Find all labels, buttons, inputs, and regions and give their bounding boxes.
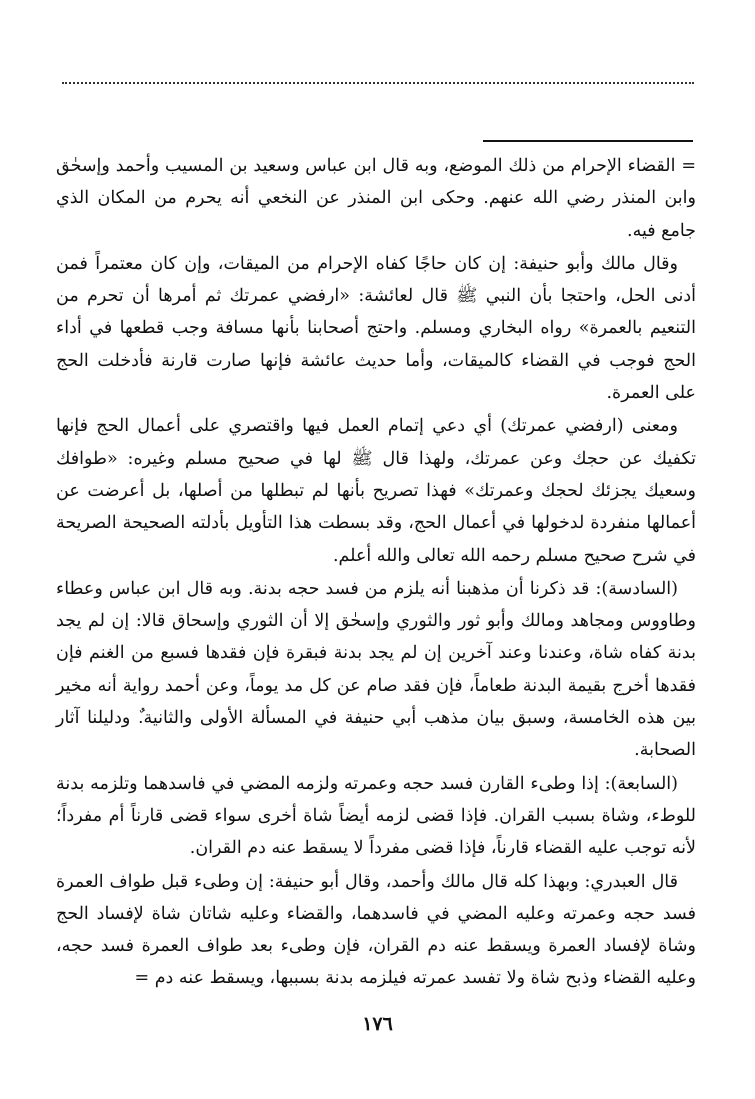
paragraph: ومعنى (ارفضي عمرتك) أي دعي إتمام العمل فيها واقتصري على أعمال الحج فإنها تكفيك عن حجك وعن عمرتك، ولهذا قال ﷺ لها في صحيح مسلم وغيره: «طوافك وسعيك يجزئك لحجك وعمرتك» فهذا تصريح بأنها لم تبطلها من أصلها، بل أعرضت عن أعمالها منفردة لدخولها في أعمال الحج، وقد بسطت هذا التأويل بأدلته الصحيحة الصريحة في شرح صحيح مسلم رحمه الله تعالى والله أعلم. <box>56 416 696 566</box>
paragraph: وقال مالك وأبو حنيفة: إن كان حاجًا كفاه الإحرام من الميقات، وإن كان معتمراً فمن أدنى الحل، واحتجا بأن النبي ﷺ قال لعائشة: «ارفضي عمرتك ثم أمرها أن تحرم من التنعيم بالعمرة» رواه البخاري ومسلم. واحتج أصحابنا بأنها مسافة وجب قطعها في أداء الحج فوجب في القضاء كالميقات، وأما حديث عائشة فإنها صارت قارنة فأدخلت الحج على العمرة. <box>56 253 696 404</box>
paragraph: = القضاء الإحرام من ذلك الموضع، وبه قال ابن عباس وسعيد بن المسيب وأحمد وإسحٰق وابن المنذر رضي الله عنهم. وحكى ابن المنذر عن النخعي أنه يحرم من المكان الذي جامع فيه. <box>56 156 696 241</box>
footnote-rule <box>483 140 693 142</box>
paragraph: قال العبدري: وبهذا كله قال مالك وأحمد، وقال أبو حنيفة: إن وطىء قبل طواف العمرة فسد حجه وعمرته وعليه المضي في فاسدهما، والقضاء وعليه شاتان شاة لإفساد الحج وشاة لإفساد العمرة ويسقط عنه دم القران، فإن وطىء بعد طواف العمرة فسد حجه، وعليه القضاء وذبح شاة ولا تفسد عمرته فيلزمه بدنة بسببها، ويسقط عنه دم = <box>56 871 696 989</box>
footnote-text <box>56 150 696 996</box>
dotted-separator <box>62 82 694 84</box>
paragraph: (السابعة): إذا وطىء القارن فسد حجه وعمرته ولزمه المضي في فاسدهما وتلزمه بدنة للوطء، وشاة بسبب القران. فإذا قضى لزمه أيضاً شاة أخرى سواء قضى قارناً أم مفرداً؛ لأنه توجب عليه القضاء قارناً، فإذا قضى مفرداً لا يسقط عنه دم القران. <box>56 773 696 859</box>
page-number: ١٧٦ <box>362 1013 393 1035</box>
paragraph: (السادسة): قد ذكرنا أن مذهبنا أنه يلزم من فسد حجه بدنة. وبه قال ابن عباس وعطاء وطاووس ومجاهد ومالك وأبو ثور والثوري وإسحٰق إلا أن الثوري وإسحاق قالا: إن لم يجد بدنة كفاه شاة، وعندنا وعند آخرين إن لم يجد بدنة فبقرة فإن فقدها فسبع من الغنم فإن فقدها أخرج بقيمة البدنة طعاماً، فإن فقد صام عن كل مد يوماً، وعن أحمد رواية أنه مخير بين هذه الخامسة، وسبق بيان مذهب أبي حنيفة في المسألة الأولى والثانية.ٌ ودليلنا آثار الصحابة. <box>56 578 696 761</box>
